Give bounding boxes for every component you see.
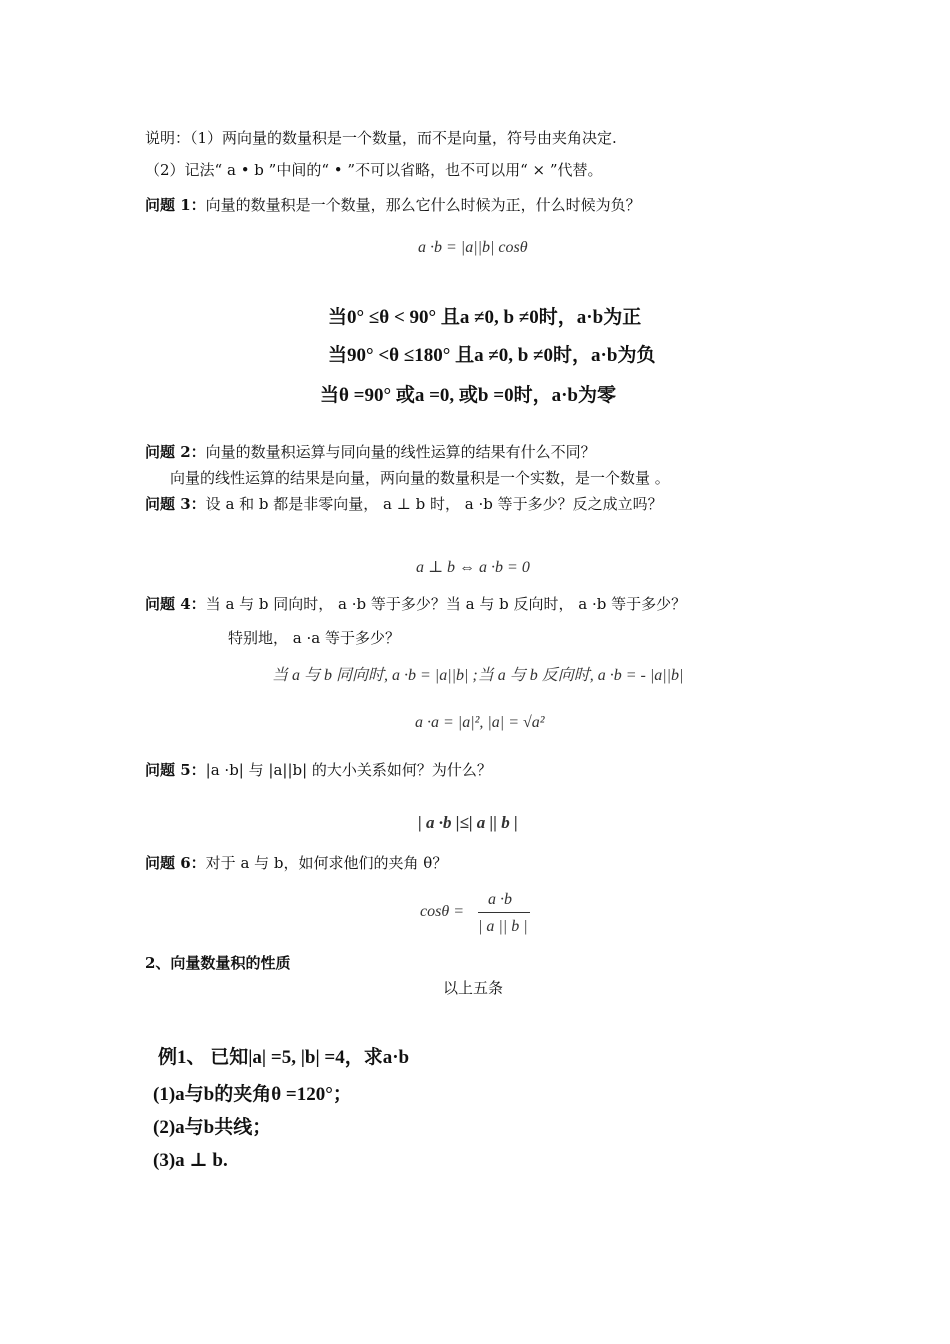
question-1-case-zero: 当θ =90° 或a =0, 或b =0时，a·b为零 [320, 385, 616, 406]
question-4-special: 特别地， a ·a 等于多少？ [228, 629, 400, 647]
question-2-label: 问题 2： [145, 443, 206, 461]
question-4-text: 当 a 与 b 同向时， a ·b 等于多少？当 a 与 b 反向时， a ·b 等于多少？ [205, 595, 687, 613]
question-2 [145, 442, 596, 462]
question-5-formula: | a ·b |≤| a || b | [418, 813, 518, 832]
question-4 [145, 594, 686, 614]
question-2-text: 向量的数量积运算与同向量的线性运算的结果有什么不同？ [205, 443, 596, 461]
question-1-text: 向量的数量积是一个数量，那么它什么时候为正，什么时候为负？ [205, 196, 641, 214]
question-1-formula: a ·b = |a||b| cosθ [418, 239, 528, 256]
question-5 [145, 760, 492, 780]
question-2-answer: 向量的线性运算的结果是向量，两向量的数量积是一个实数，是一个数量 。 [170, 469, 670, 487]
question-6-text: 对于 a 与 b，如何求他们的夹角 θ？ [205, 854, 448, 872]
section-note: 以上五条 [443, 979, 504, 997]
example-item-2: (2)a与b共线； [153, 1117, 272, 1138]
question-4-label: 问题 4： [145, 595, 206, 613]
note-line-2: （2）记法“ a • b ”中间的“ • ”不可以省略，也不可以用“ × ”代替。 [145, 161, 603, 179]
note-line-1: 说明：（1）两向量的数量积是一个数量，而不是向量，符号由夹角决定. [145, 129, 617, 147]
question-3-formula: a ⊥ b ⇔ a ·b = 0 [416, 559, 530, 576]
question-6-label: 问题 6： [145, 854, 206, 872]
question-6-denominator: | a || b | [478, 918, 528, 935]
section-title: 2、向量数量积的性质 [145, 954, 291, 972]
question-1 [145, 195, 641, 215]
question-4-formula-1: 当 a 与 b 同向时, a ·b = |a||b| ;当 a 与 b 反向时, a ·b = - |a||b| [272, 667, 684, 684]
question-6 [145, 853, 447, 873]
question-4-formula-2: a ·a = |a|², |a| = √a² [415, 714, 545, 731]
question-1-case-positive: 当0° ≤θ < 90° 且a ≠0, b ≠0时，a·b为正 [328, 307, 642, 328]
fraction-bar [478, 912, 530, 913]
question-3 [145, 494, 663, 514]
question-5-label: 问题 5： [145, 761, 206, 779]
question-6-numerator: a ·b [488, 891, 512, 908]
question-6-cos: cosθ = [420, 903, 464, 920]
example-title: 例1、 已知|a| =5, |b| =4，求a·b [158, 1047, 410, 1068]
question-3-label: 问题 3： [145, 495, 206, 513]
example-item-1: (1)a与b的夹角θ =120°； [153, 1084, 352, 1105]
question-5-text: |a ·b| 与 |a||b| 的大小关系如何？为什么？ [205, 761, 492, 779]
question-1-case-negative: 当90° <θ ≤180° 且a ≠0, b ≠0时，a·b为负 [328, 345, 656, 366]
question-3-text: 设 a 和 b 都是非零向量， a ⊥ b 时， a ·b 等于多少？反之成立吗？ [205, 495, 663, 513]
example-item-3: (3)a ⊥ b. [153, 1150, 228, 1171]
question-1-label: 问题 1： [145, 196, 206, 214]
